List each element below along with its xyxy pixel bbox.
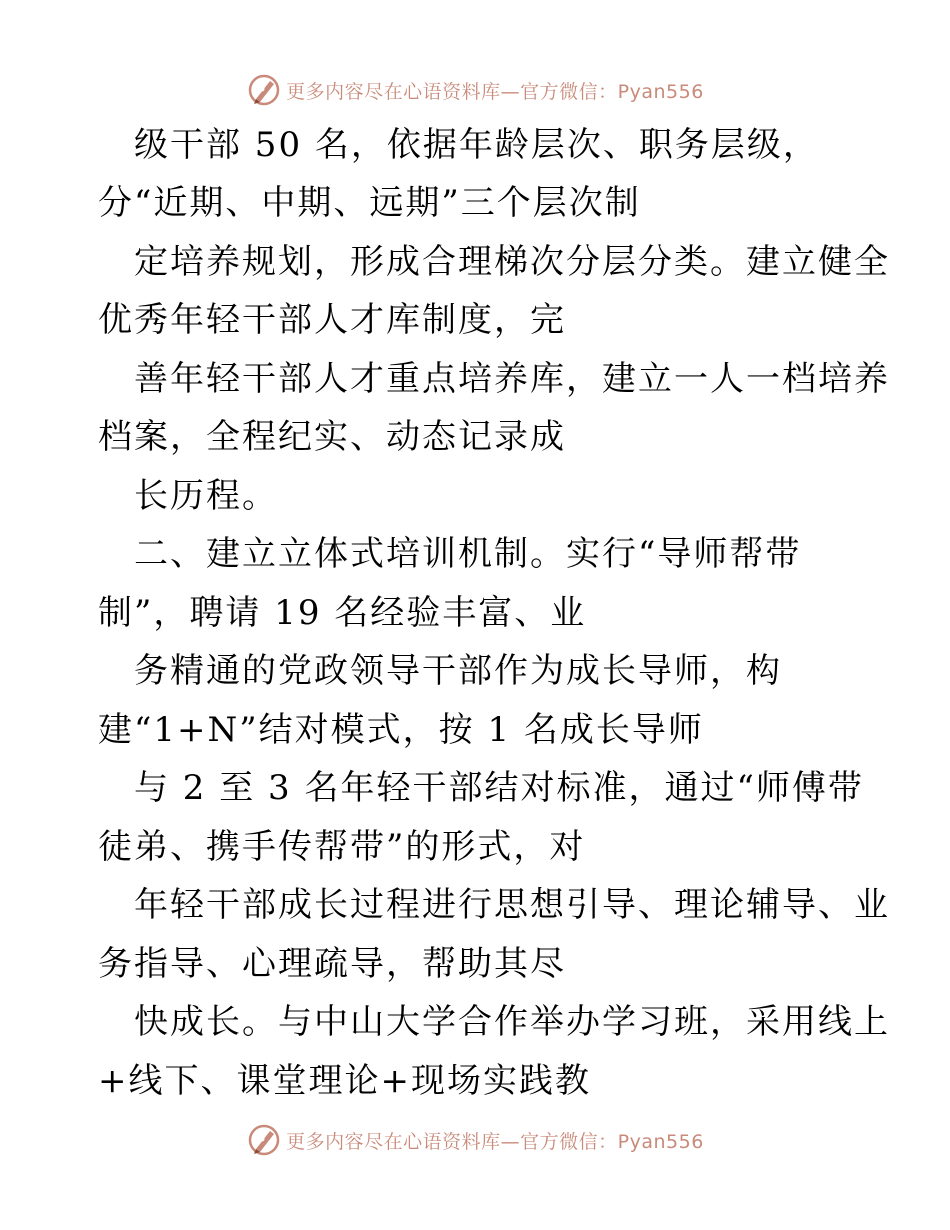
text-line: 二、建立立体式培训机制。实行“导师帮带	[134, 534, 802, 574]
footer-watermark	[0, 1120, 950, 1160]
text-line: 务指导、心理疏导，帮助其尽	[98, 944, 566, 984]
pen-logo-icon	[246, 72, 282, 108]
text-line: 建“1+N”结对模式，按 1 名成长导师	[98, 710, 704, 750]
text-line: 与 2 至 3 名年轻干部结对标准，通过“师傅带	[134, 768, 864, 808]
text-line: 定培养规划，形成合理梯次分层分类。建立健全	[134, 242, 890, 282]
text-line: 长历程。	[134, 476, 278, 516]
text-line: 年轻干部成长过程进行思想引导、理论辅导、业	[134, 885, 890, 925]
text-line: 级干部 50 名，依据年龄层次、职务层级，	[134, 125, 819, 165]
watermark-text: 更多内容尽在心语资料库—官方微信：Pyan556	[286, 1130, 704, 1153]
text-line: 制”，聘请 19 名经验丰富、业	[98, 593, 587, 633]
text-line: +线下、课堂理论+现场实践教	[98, 1061, 591, 1101]
header-watermark	[0, 70, 950, 110]
text-line: 快成长。与中山大学合作举办学习班，采用线上	[134, 1002, 890, 1042]
text-line: 徒弟、携手传帮带”的形式，对	[98, 827, 586, 867]
text-line: 档案，全程纪实、动态记录成	[98, 417, 566, 457]
text-line: 善年轻干部人才重点培养库，建立一人一档培养	[134, 359, 890, 399]
watermark-text: 更多内容尽在心语资料库—官方微信：Pyan556	[286, 80, 704, 103]
text-line: 优秀年轻干部人才库制度，完	[98, 300, 566, 340]
text-line: 分“近期、中期、远期”三个层次制	[98, 183, 641, 223]
text-line: 务精通的党政领导干部作为成长导师，构	[134, 651, 782, 691]
pen-logo-icon	[246, 1122, 282, 1158]
